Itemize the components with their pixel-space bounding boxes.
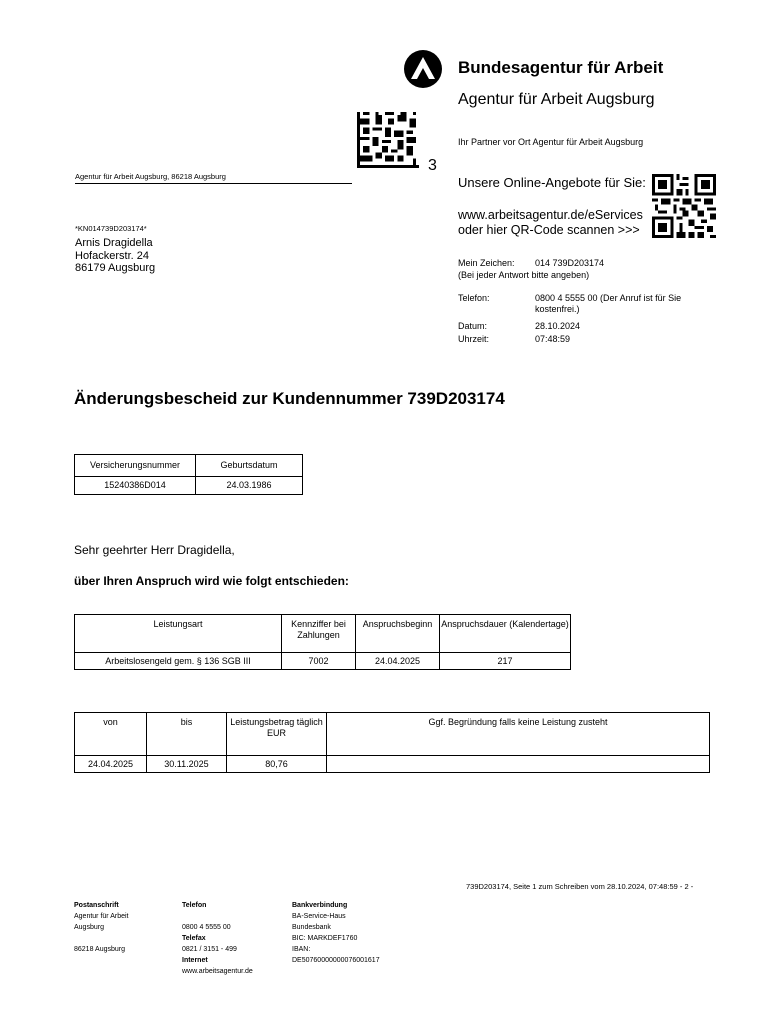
table-header: Kennziffer bei Zahlungen bbox=[282, 615, 356, 653]
recipient-street: Hofackerstr. 24 bbox=[75, 249, 149, 262]
footer-heading: Telefax bbox=[182, 935, 206, 942]
telefon-value: 0800 4 5555 00 (Der Anruf ist für Sie bbox=[535, 293, 682, 303]
table-header: Anspruchsbeginn bbox=[356, 615, 440, 653]
footer-text: Augsburg bbox=[74, 924, 104, 931]
table-header: Leistungsart bbox=[75, 615, 282, 653]
table-header: bis bbox=[147, 713, 227, 756]
datamatrix-barcode-icon bbox=[357, 111, 419, 169]
document-title: Änderungsbescheid zur Kundennummer 739D203174 bbox=[74, 389, 505, 408]
footer-contact bbox=[182, 900, 253, 977]
sender-line: Agentur für Arbeit Augsburg, 86218 Augsburg bbox=[75, 172, 352, 184]
eservices-link[interactable]: www.arbeitsagentur.de/eServices bbox=[458, 208, 643, 222]
online-offers-text bbox=[458, 208, 643, 238]
page-reference: 739D203174, Seite 1 zum Schreiben vom 28.10.2024, 07:48:59 - 2 - bbox=[466, 882, 694, 891]
table-cell: 24.04.2025 bbox=[75, 756, 147, 773]
decision-line: über Ihren Anspruch wird wie folgt entschieden: bbox=[74, 574, 349, 588]
partner-line: Ihr Partner vor Ort Agentur für Arbeit Augsburg bbox=[458, 137, 644, 147]
footer-bank bbox=[292, 900, 380, 966]
benefit-table bbox=[74, 614, 571, 670]
table-cell: Arbeitslosengeld gem. § 136 SGB III bbox=[75, 653, 282, 670]
footer-text: Agentur für Arbeit bbox=[74, 913, 129, 920]
datum-value: 28.10.2024 bbox=[535, 321, 581, 331]
table-header: Anspruchsdauer (Kalendertage) bbox=[440, 615, 571, 653]
table-cell: 24.03.1986 bbox=[196, 477, 303, 495]
footer-heading: Bankverbindung bbox=[292, 902, 348, 909]
footer-website-link[interactable]: www.arbeitsagentur.de bbox=[182, 968, 253, 975]
footer-text: Bundesbank bbox=[292, 924, 331, 931]
table-cell: 217 bbox=[440, 653, 571, 670]
footer-text: 0821 / 3151 - 499 bbox=[182, 946, 237, 953]
page-marker: 3 bbox=[428, 157, 437, 174]
table-cell bbox=[327, 756, 710, 773]
online-offers-title: Unsere Online-Angebote für Sie: bbox=[458, 175, 646, 190]
datum-label: Datum: bbox=[458, 321, 488, 331]
table-cell: 7002 bbox=[282, 653, 356, 670]
table-cell: 80,76 bbox=[227, 756, 327, 773]
recipient-name: Arnis Dragidella bbox=[75, 237, 153, 249]
kn-code: *KN014739D203174* bbox=[75, 224, 147, 233]
qr-hint: oder hier QR-Code scannen >>> bbox=[458, 223, 640, 237]
recipient-city: 86179 Augsburg bbox=[75, 262, 156, 274]
table-cell: 15240386D014 bbox=[75, 477, 196, 495]
table-header: Versicherungsnummer bbox=[75, 455, 196, 477]
table-header: von bbox=[75, 713, 147, 756]
footer-text: 0800 4 5555 00 bbox=[182, 924, 231, 931]
telefon-label: Telefon: bbox=[458, 293, 490, 303]
ba-logo-icon bbox=[404, 50, 442, 88]
telefon-value-cont: kostenfrei.) bbox=[535, 304, 580, 314]
uhrzeit-label: Uhrzeit: bbox=[458, 334, 490, 344]
zeichen-value: 014 739D203174 bbox=[535, 258, 605, 268]
table-cell: 30.11.2025 bbox=[147, 756, 227, 773]
footer-text: IBAN: bbox=[292, 946, 311, 953]
zeichen-note: (Bei jeder Antwort bitte angeben) bbox=[458, 270, 590, 280]
table-cell: 24.04.2025 bbox=[356, 653, 440, 670]
org-title: Bundesagentur für Arbeit bbox=[458, 58, 664, 77]
insurance-table bbox=[74, 454, 303, 495]
footer-text: BA-Service-Haus bbox=[292, 913, 346, 920]
footer-heading: Postanschrift bbox=[74, 902, 119, 909]
table-header: Ggf. Begründung falls keine Leistung zusteht bbox=[327, 713, 710, 756]
org-subtitle: Agentur für Arbeit Augsburg bbox=[458, 91, 655, 108]
table-header: Leistungsbetrag täglich EUR bbox=[227, 713, 327, 756]
table-header: Geburtsdatum bbox=[196, 455, 303, 477]
footer-heading: Internet bbox=[182, 957, 208, 964]
footer-text: 86218 Augsburg bbox=[74, 946, 125, 953]
zeichen-label: Mein Zeichen: bbox=[458, 258, 515, 268]
qr-code-icon[interactable] bbox=[650, 174, 718, 238]
greeting: Sehr geehrter Herr Dragidella, bbox=[74, 543, 235, 557]
uhrzeit-value: 07:48:59 bbox=[535, 334, 571, 344]
amount-table bbox=[74, 712, 710, 773]
footer-postal bbox=[74, 900, 128, 955]
footer-text: BIC: MARKDEF1760 bbox=[292, 935, 358, 942]
footer-text: DE50760000000076001617 bbox=[292, 957, 380, 964]
recipient-address bbox=[75, 237, 155, 275]
footer-heading: Telefon bbox=[182, 902, 207, 909]
